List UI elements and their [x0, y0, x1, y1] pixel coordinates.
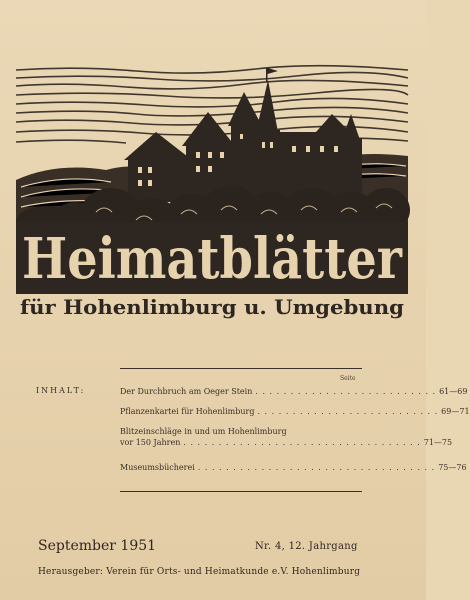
toc-item-title: Der Durchbruch am Oeger Stein — [120, 387, 253, 396]
toc-item-title-continued: vor 150 Jahren — [120, 438, 181, 447]
issue-date: September 1951 — [38, 538, 157, 554]
issue-number: Nr. 4, 12. Jahrgang — [255, 541, 358, 552]
toc-leader: . . . . . . . . . . . . . . . . . . . . . . . . . . — [257, 407, 439, 416]
toc-label: INHALT: — [36, 386, 86, 395]
toc-item — [120, 462, 467, 473]
toc-item-pages: 61—69 — [439, 387, 468, 396]
toc-leader: . . . . . . . . . . . . . . . . . . . . . . . . . . — [255, 387, 437, 396]
toc-item-title: Blitzeinschläge in und um Hohenlimburg — [120, 427, 287, 436]
masthead-subtitle — [16, 292, 408, 322]
masthead-title-text: Heimatblätter — [22, 226, 404, 292]
toc-item-pages: 71—75 — [423, 438, 453, 447]
toc-item-pages: 75—76 — [438, 463, 467, 472]
toc-leader: . . . . . . . . . . . . . . . . . . . . . . . . . . . . . . . . . . — [197, 463, 436, 472]
toc-item-title: Museumsbücherei — [120, 463, 195, 472]
toc-top-rule — [120, 368, 362, 369]
toc-item — [120, 426, 453, 448]
masthead-title — [16, 222, 408, 294]
toc-bottom-rule — [120, 491, 362, 492]
masthead-subtitle-text: für Hohenlimburg u. Umgebung — [20, 295, 405, 319]
toc-column-header: Seite — [340, 375, 356, 382]
toc-item-title: Pflanzenkartei für Hohenlimburg — [120, 407, 255, 416]
toc-item — [120, 406, 470, 417]
toc-leader: . . . . . . . . . . . . . . . . . . . . . . . . . . . . . . . . . . — [183, 438, 421, 447]
toc-item — [120, 386, 468, 397]
publisher-line: Herausgeber: Verein für Orts- und Heimatkunde e.V. Hohenlimburg — [38, 567, 361, 577]
toc-item-pages: 69—71 — [441, 407, 470, 416]
